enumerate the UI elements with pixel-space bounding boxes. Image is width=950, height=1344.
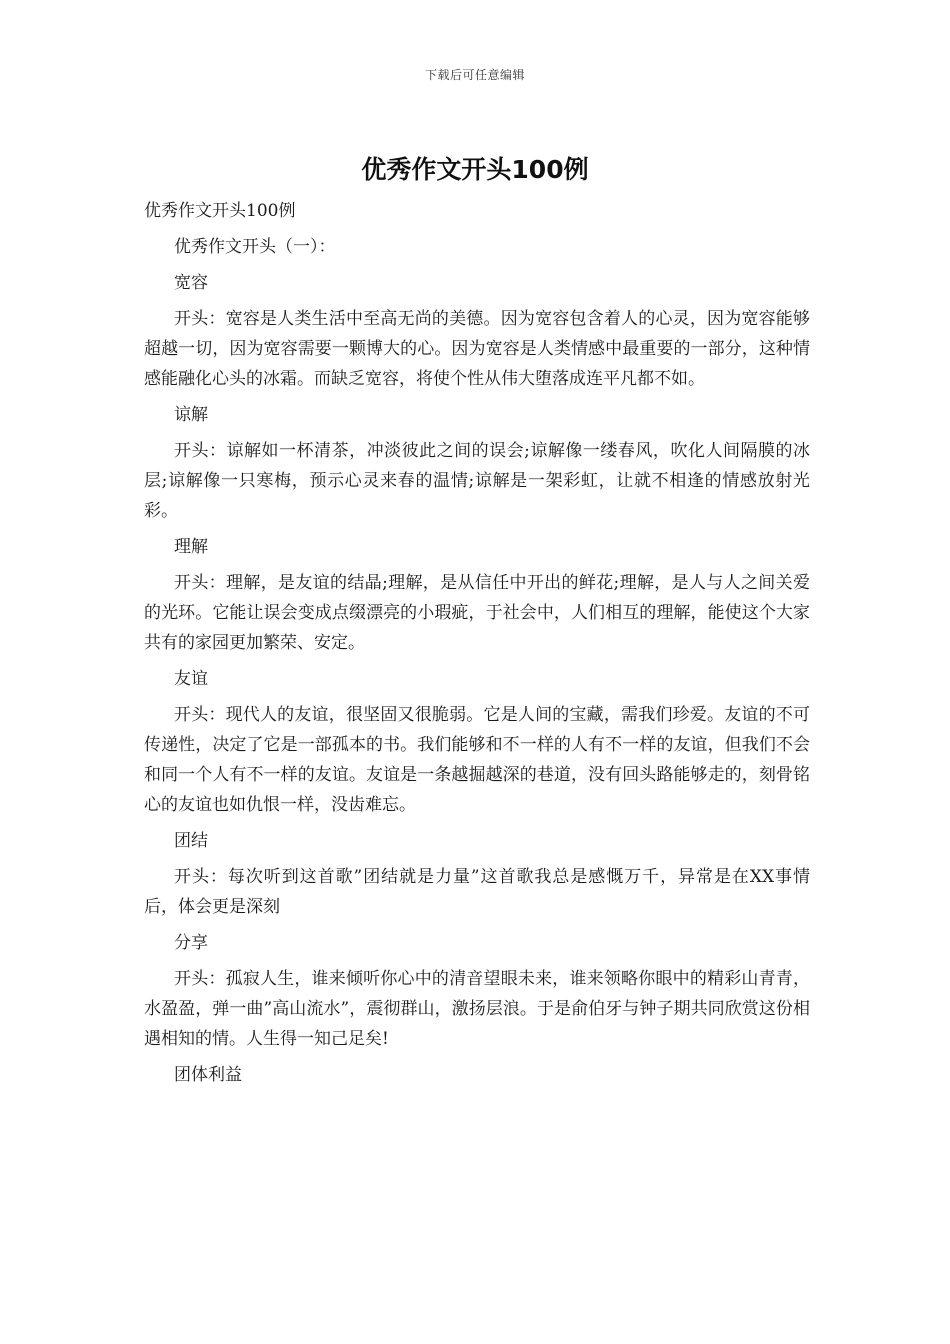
entry-topic: 分享: [174, 933, 208, 953]
entry-topic: 友谊: [174, 669, 208, 689]
document-body: [144, 196, 810, 1096]
document-subtitle: 优秀作文开头100例: [144, 201, 296, 221]
entry-text: 开头：孤寂人生，谁来倾听你心中的清音望眼未来，谁来领略你眼中的精彩山青青，水盈盈，弹一曲”高山流水”，震彻群山，激扬层浪。于是俞伯牙与钟子期共同欣赏这份相遇相知的情。人生得一知己足矣!: [144, 969, 810, 1049]
entry-topic: 宽容: [174, 273, 208, 293]
entry-text: 开头：现代人的友谊，很坚固又很脆弱。它是人间的宝藏，需我们珍爱。友谊的不可传递性，决定了它是一部孤本的书。我们能够和不一样的人有不一样的友谊，但我们不会和同一个人有不一样的友谊。友谊是一条越掘越深的巷道，没有回头路能够走的，刻骨铭心的友谊也如仇恨一样，没齿难忘。: [144, 705, 810, 815]
entry-text: 开头：谅解如一杯清茶，冲淡彼此之间的误会;谅解像一缕春风，吹化人间隔膜的冰层;谅解像一只寒梅，预示心灵来春的温情;谅解是一架彩虹，让就不相逢的情感放射光彩。: [144, 441, 810, 521]
entry-topic: 谅解: [174, 405, 208, 425]
entry-topic: 团体利益: [174, 1065, 242, 1085]
entry-text: 开头：每次听到这首歌”团结就是力量”这首歌我总是感慨万千，异常是在XX事情后，体会更是深刻: [144, 867, 810, 917]
entry-topic: 团结: [174, 831, 208, 851]
document-title: 优秀作文开头100例: [361, 155, 589, 184]
section-heading: 优秀作文开头（一）：: [174, 237, 336, 257]
entry-text: 开头：理解，是友谊的结晶;理解，是从信任中开出的鲜花;理解，是人与人之间关爱的光环。它能让误会变成点缀漂亮的小瑕疵，于社会中，人们相互的理解，能使这个大家共有的家园更加繁荣、安定。: [144, 573, 810, 653]
entry-text: 开头：宽容是人类生活中至高无尚的美德。因为宽容包含着人的心灵，因为宽容能够超越一切，因为宽容需要一颗博大的心。因为宽容是人类情感中最重要的一部分，这种情感能融化心头的冰霜。而缺乏宽容，将使个性从伟大堕落成连平凡都不如。: [144, 309, 810, 389]
entry-topic: 理解: [174, 537, 208, 557]
page-header-note: 下载后可任意编辑: [424, 68, 525, 82]
